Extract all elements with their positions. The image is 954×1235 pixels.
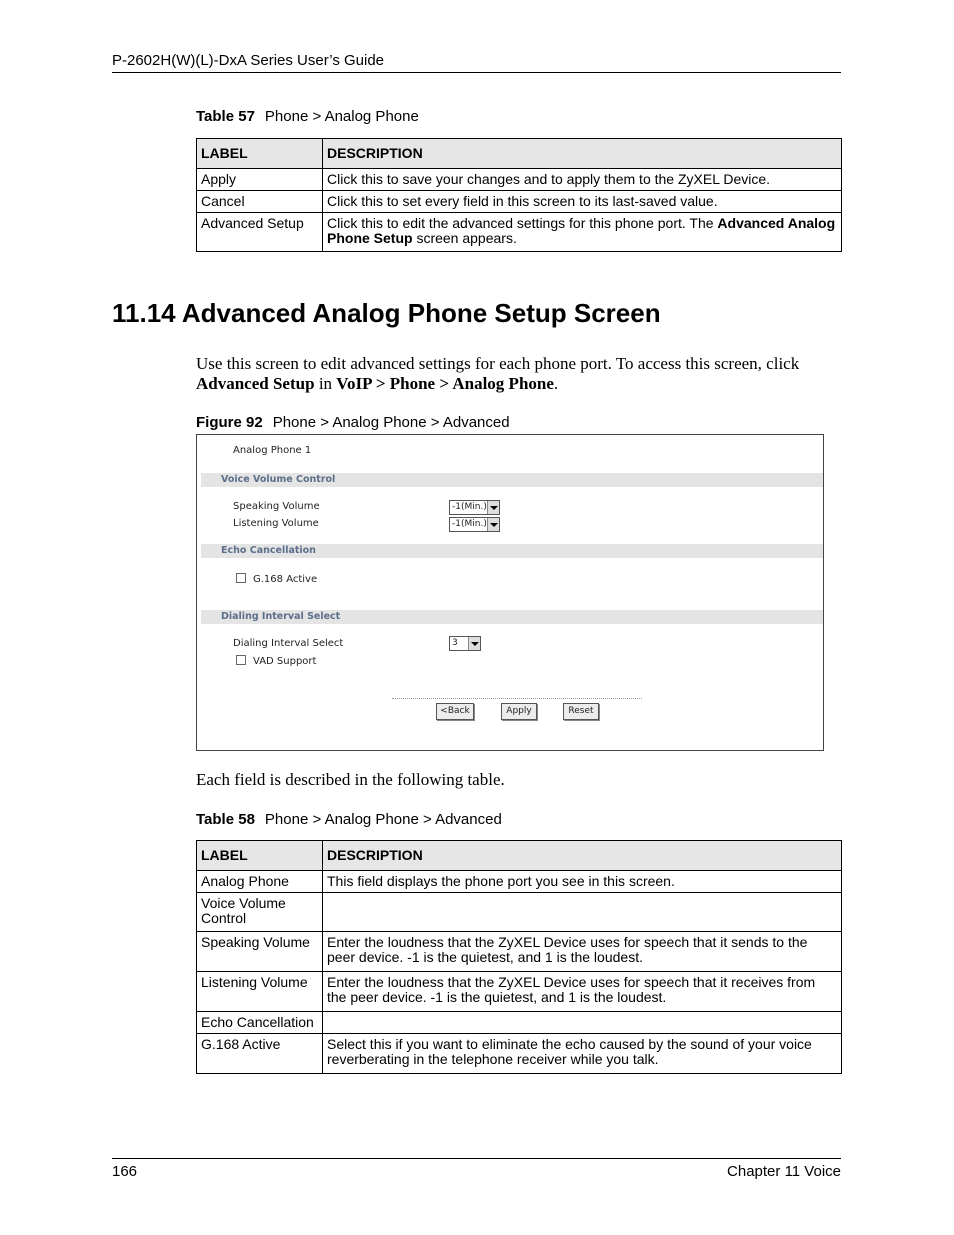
back-button[interactable]: <Back <box>436 703 474 720</box>
intro-text: in <box>314 374 337 393</box>
table-header-row <box>197 139 842 169</box>
table-row <box>197 893 842 932</box>
desc-bold: Advanced Analog Phone Setup <box>327 215 836 246</box>
reset-button[interactable]: Reset <box>563 703 599 720</box>
port-name: Analog Phone 1 <box>233 445 312 456</box>
speaking-volume-label: Speaking Volume <box>233 501 320 512</box>
col-label-header: LABEL <box>197 841 323 871</box>
table-57-label: Table 57 <box>196 108 255 125</box>
intro-text: Use this screen to edit advanced settings for each phone port. To access this screen, click <box>196 354 800 373</box>
chevron-down-icon[interactable] <box>468 637 480 650</box>
table-58 <box>196 840 842 1074</box>
table-header-row <box>197 841 842 871</box>
figure-92-caption <box>196 414 510 431</box>
chapter-title: Chapter 11 Voice <box>727 1163 841 1180</box>
listening-volume-select[interactable] <box>449 517 500 532</box>
section-heading: 11.14 Advanced Analog Phone Setup Screen <box>112 298 661 328</box>
row-label: Echo Cancellation <box>197 1012 323 1034</box>
voice-volume-band: Voice Volume Control <box>201 473 823 487</box>
table-row <box>197 871 842 893</box>
dialing-interval-band: Dialing Interval Select <box>201 610 823 624</box>
row-description <box>323 893 842 932</box>
table-58-caption <box>196 811 502 828</box>
row-label: Listening Volume <box>197 972 323 1012</box>
intro-bold: Advanced Setup <box>196 374 315 393</box>
page-number: 166 <box>112 1163 138 1180</box>
row-description: Enter the loudness that the ZyXEL Device uses for speech that it sends to the peer device. -1 is the quietest, and 1 is the loudest. <box>323 932 842 972</box>
col-description-header: DESCRIPTION <box>323 841 842 871</box>
row-label: Advanced Setup <box>197 213 323 252</box>
dialing-interval-label: Dialing Interval Select <box>233 638 344 649</box>
chevron-down-icon[interactable] <box>487 518 499 531</box>
g168-checkbox[interactable] <box>236 573 246 583</box>
row-label: Speaking Volume <box>197 932 323 972</box>
speaking-volume-select[interactable] <box>449 500 500 515</box>
desc-text: screen appears. <box>412 230 517 246</box>
row-description: Click this to save your changes and to apply them to the ZyXEL Device. <box>323 169 842 191</box>
page-footer <box>112 1158 841 1180</box>
table-57 <box>196 138 842 252</box>
table-row <box>197 1034 842 1074</box>
col-label-header: LABEL <box>197 139 323 169</box>
table-row <box>197 972 842 1012</box>
selected-value: 3 <box>452 638 458 648</box>
row-description: Click this to set every field in this screen to its last-saved value. <box>323 191 842 213</box>
divider <box>392 698 642 699</box>
figure-92-title: Phone > Analog Phone > Advanced <box>272 414 510 431</box>
table-58-label: Table 58 <box>196 811 255 828</box>
intro-text: . <box>553 374 559 393</box>
listening-volume-label: Listening Volume <box>233 518 319 529</box>
chevron-down-icon[interactable] <box>487 501 499 514</box>
advanced-setup-screen <box>196 434 824 751</box>
intro-bold: VoIP > Phone > Analog Phone <box>336 374 554 393</box>
row-label: Analog Phone <box>197 871 323 893</box>
table-row <box>197 169 842 191</box>
row-label: Cancel <box>197 191 323 213</box>
table-row <box>197 191 842 213</box>
guide-title: P-2602H(W)(L)-DxA Series User’s Guide <box>112 52 385 69</box>
selected-value: -1(Min.) <box>452 519 487 529</box>
table-57-title: Phone > Analog Phone <box>264 108 419 125</box>
running-header <box>112 51 841 73</box>
table-row <box>197 1012 842 1034</box>
dialing-interval-select[interactable] <box>449 636 481 651</box>
after-figure-paragraph: Each field is described in the following table. <box>196 770 505 789</box>
table-57-caption <box>196 108 419 125</box>
apply-button[interactable]: Apply <box>501 703 537 720</box>
row-description <box>323 213 842 252</box>
table-row <box>197 932 842 972</box>
selected-value: -1(Min.) <box>452 502 487 512</box>
g168-label: G.168 Active <box>253 574 318 585</box>
vad-label: VAD Support <box>253 656 317 667</box>
vad-checkbox[interactable] <box>236 655 246 665</box>
table-58-title: Phone > Analog Phone > Advanced <box>264 811 502 828</box>
col-description-header: DESCRIPTION <box>323 139 842 169</box>
row-description: Select this if you want to eliminate the echo caused by the sound of your voice reverberating in the telephone receiver while you talk. <box>323 1034 842 1074</box>
row-description <box>323 1012 842 1034</box>
echo-cancellation-band: Echo Cancellation <box>201 544 823 558</box>
row-label: Apply <box>197 169 323 191</box>
figure-92-label: Figure 92 <box>196 414 263 431</box>
desc-text: Click this to edit the advanced settings for this phone port. The <box>327 215 718 231</box>
row-description: Enter the loudness that the ZyXEL Device uses for speech that it receives from the peer device. -1 is the quietest, and 1 is the loudest. <box>323 972 842 1012</box>
row-description: This field displays the phone port you see in this screen. <box>323 871 842 893</box>
row-label: G.168 Active <box>197 1034 323 1074</box>
intro-paragraph <box>196 354 836 394</box>
table-row <box>197 213 842 252</box>
row-label: Voice Volume Control <box>197 893 323 932</box>
